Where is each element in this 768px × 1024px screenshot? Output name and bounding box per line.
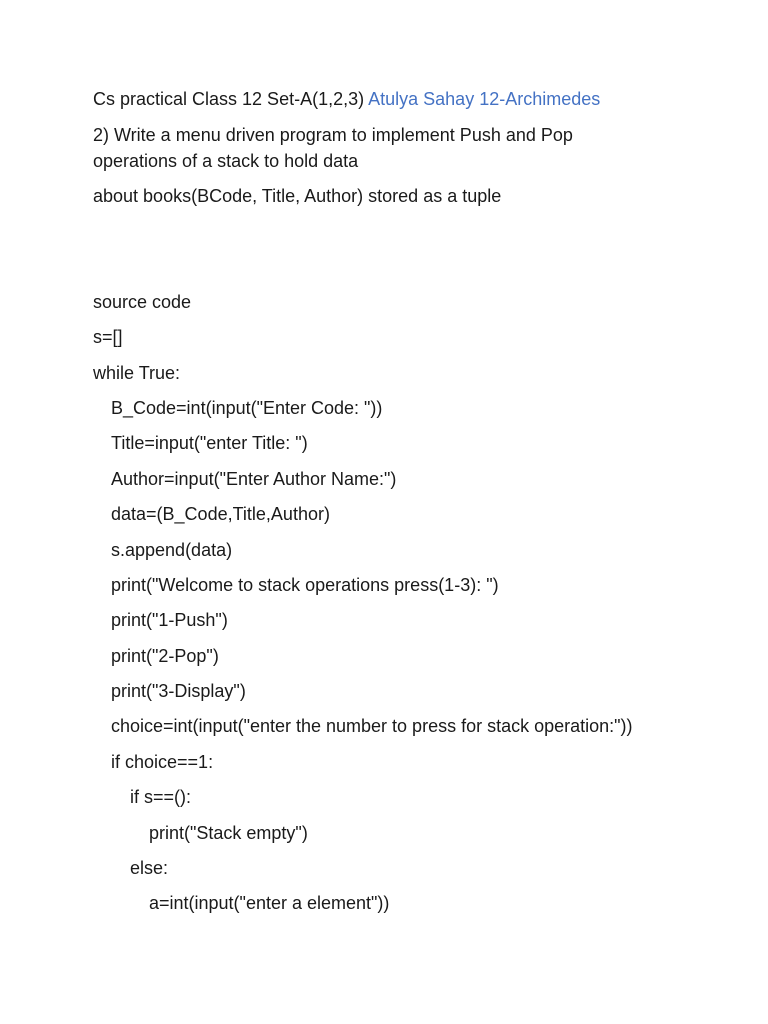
code-line: s=[] [93,327,123,347]
question-line-1: 2) Write a menu driven program to implement Push and Pop [93,125,573,145]
code-line: print("2-Pop") [111,646,219,666]
code-line: Title=input("enter Title: ") [111,433,308,453]
code-line: while True: [93,363,181,383]
code-line: if s==(): [130,787,192,807]
code-line: data=(B_Code,Title,Author) [111,504,330,524]
code-line: s.append(data) [111,540,233,560]
code-line: else: [130,858,169,878]
question-line-2: operations of a stack to hold data [93,151,359,171]
document-title: Cs practical Class 12 Set-A(1,2,3) [93,89,365,109]
code-line: print("1-Push") [111,610,228,630]
code-line: print("Welcome to stack operations press(1-3): ") [111,575,499,595]
author-name: Atulya Sahay 12-Archimedes [368,89,601,109]
question-line-3: about books(BCode, Title, Author) stored as a tuple [93,186,502,206]
code-line: print("3-Display") [111,681,246,701]
code-line: a=int(input("enter a element")) [149,893,390,913]
source-code-label: source code [93,292,192,312]
header-line [93,86,600,112]
code-line: choice=int(input("enter the number to press for stack operation:")) [111,716,633,736]
code-line: B_Code=int(input("Enter Code: ")) [111,398,383,418]
code-line: print("Stack empty") [149,823,308,843]
code-line: Author=input("Enter Author Name:") [111,469,397,489]
code-line: if choice==1: [111,752,214,772]
